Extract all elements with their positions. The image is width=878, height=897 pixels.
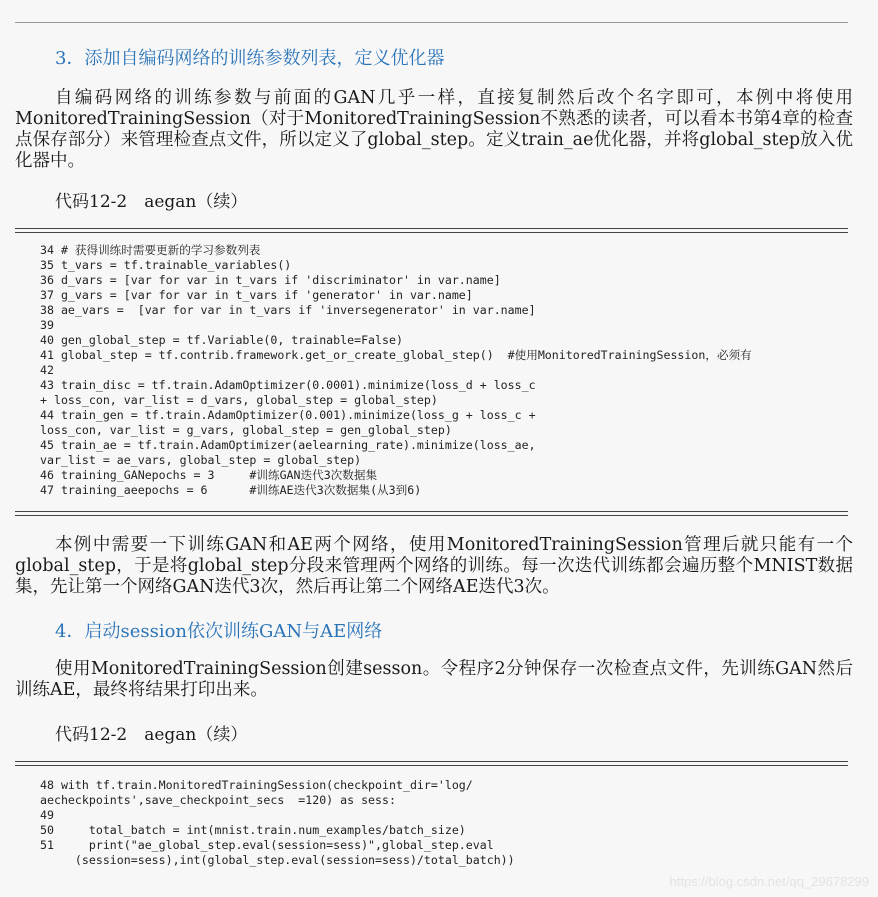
section-4-heading: 4．启动session依次训练GAN与AE网络 <box>55 621 383 642</box>
code-line: 46 training_GANepochs = 3 #训练GAN迭代3次数据集 <box>40 468 378 482</box>
code-block-1-top-rule <box>15 228 848 233</box>
code-block-1 <box>40 243 752 498</box>
code-line: 37 g_vars = [var for var in t_vars if 'generator' in var.name] <box>40 288 473 302</box>
code-line: 38 ae_vars = [var for var in t_vars if 'inversegenerator' in var.name] <box>40 303 536 317</box>
section-4-paragraph: 使用MonitoredTrainingSession创建sesson。令程序2分钟保存一次检查点文件，先训练GAN然后训练AE，最终将结果打印出来。 <box>15 659 853 700</box>
code-line: 34 # 获得训练时需要更新的学习参数列表 <box>40 243 261 257</box>
code-line: var_list = ae_vars, global_step = global_step) <box>40 453 362 467</box>
code-caption-2: 代码12-2 aegan（续） <box>55 725 248 745</box>
section-3-paragraph: 自编码网络的训练参数与前面的GAN几乎一样，直接复制然后改个名字即可，本例中将使用MonitoredTrainingSession（对于MonitoredTrainingSession不熟悉的读者，可以看本书第4章的检查点保存部分）来管理检查点文件，所以定义了global_step。定义train_ae优化器，并将global_step放入优化器中。 <box>15 88 853 171</box>
code-line: loss_con, var_list = g_vars, global_step = gen_global_step) <box>40 423 452 437</box>
section-3-heading: 3．添加自编码网络的训练参数列表，定义优化器 <box>55 48 445 69</box>
code-line: 44 train_gen = tf.train.AdamOptimizer(0.001).minimize(loss_g + loss_c + <box>40 408 536 422</box>
code-block-2-top-rule <box>15 761 848 766</box>
code-line: 48 with tf.train.MonitoredTrainingSession(checkpoint_dir='log/ <box>40 778 473 792</box>
code-block-2 <box>40 778 515 868</box>
code-line: aecheckpoints',save_checkpoint_secs =120) as sess: <box>40 793 396 807</box>
code-block-1-bottom-rule <box>15 511 848 516</box>
code-caption-1: 代码12-2 aegan（续） <box>55 192 248 212</box>
code-line: 51 print("ae_global_step.eval(session=sess)",global_step.eval <box>40 838 494 852</box>
watermark-url: https://blog.csdn.net/qq_29678299 <box>669 874 869 889</box>
top-divider <box>15 22 848 23</box>
code-line: 35 t_vars = tf.trainable_variables() <box>40 258 292 272</box>
code-line: 40 gen_global_step = tf.Variable(0, trainable=False) <box>40 333 403 347</box>
code-line: 41 global_step = tf.contrib.framework.get_or_create_global_step() #使用MonitoredTrainingSession，必须有 <box>40 348 752 362</box>
code-line: 39 <box>40 318 54 332</box>
code-line: + loss_con, var_list = d_vars, global_step = global_step) <box>40 393 438 407</box>
code-line: 47 training_aeepochs = 6 #训练AE迭代3次数据集(从3到6) <box>40 483 422 497</box>
code-line: 42 <box>40 363 54 377</box>
code-line: (session=sess),int(global_step.eval(session=sess)/total_batch)) <box>40 853 515 867</box>
code-line: 49 <box>40 808 54 822</box>
code-line: 43 train_disc = tf.train.AdamOptimizer(0.0001).minimize(loss_d + loss_c <box>40 378 536 392</box>
middle-paragraph: 本例中需要一下训练GAN和AE两个网络，使用MonitoredTrainingSession管理后就只能有一个global_step，于是将global_step分段来管理两个网络的训练。每一次迭代训练都会遍历整个MNIST数据集，先让第一个网络GAN迭代3次，然后再让第二个网络AE迭代3次。 <box>15 535 853 597</box>
code-line: 36 d_vars = [var for var in t_vars if 'discriminator' in var.name] <box>40 273 501 287</box>
code-line: 50 total_batch = int(mnist.train.num_examples/batch_size) <box>40 823 466 837</box>
code-line: 45 train_ae = tf.train.AdamOptimizer(aelearning_rate).minimize(loss_ae, <box>40 438 536 452</box>
